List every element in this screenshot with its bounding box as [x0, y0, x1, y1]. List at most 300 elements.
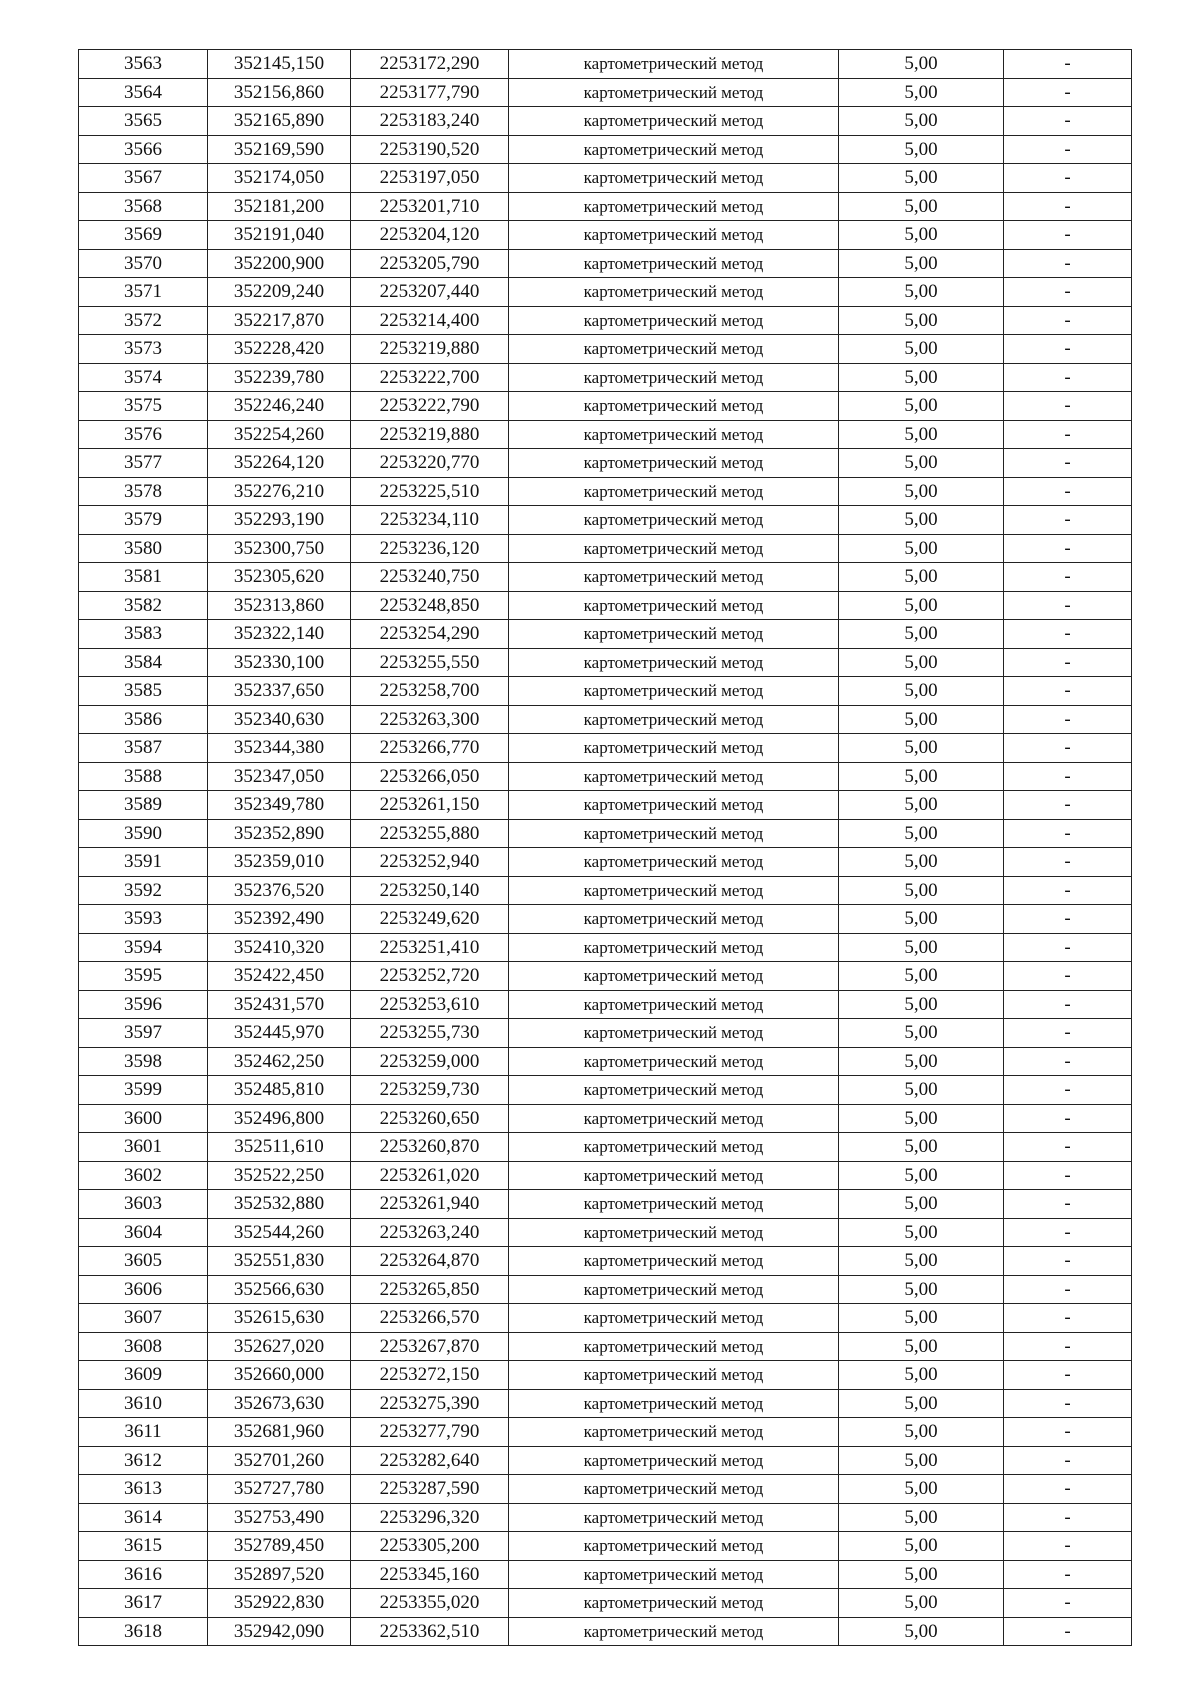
method-cell: картометрический метод	[509, 762, 839, 791]
y-coordinate-cell: 2253345,160	[351, 1560, 509, 1589]
point-number-cell: 3610	[79, 1389, 208, 1418]
point-number-cell: 3592	[79, 876, 208, 905]
x-coordinate-cell: 352228,420	[208, 335, 351, 364]
x-coordinate-cell: 352544,260	[208, 1218, 351, 1247]
dash-cell: -	[1004, 1532, 1132, 1561]
point-number-cell: 3600	[79, 1104, 208, 1133]
x-coordinate-cell: 352200,900	[208, 249, 351, 278]
y-coordinate-cell: 2253190,520	[351, 135, 509, 164]
method-cell: картометрический метод	[509, 50, 839, 79]
table-row	[79, 563, 1132, 592]
accuracy-cell: 5,00	[839, 990, 1004, 1019]
point-number-cell: 3598	[79, 1047, 208, 1076]
dash-cell: -	[1004, 677, 1132, 706]
y-coordinate-cell: 2253219,880	[351, 420, 509, 449]
point-number-cell: 3615	[79, 1532, 208, 1561]
x-coordinate-cell: 352169,590	[208, 135, 351, 164]
method-cell: картометрический метод	[509, 249, 839, 278]
y-coordinate-cell: 2253305,200	[351, 1532, 509, 1561]
x-coordinate-cell: 352349,780	[208, 791, 351, 820]
y-coordinate-cell: 2253177,790	[351, 78, 509, 107]
table-row	[79, 933, 1132, 962]
dash-cell: -	[1004, 819, 1132, 848]
table-row	[79, 534, 1132, 563]
accuracy-cell: 5,00	[839, 221, 1004, 250]
dash-cell: -	[1004, 620, 1132, 649]
y-coordinate-cell: 2253197,050	[351, 164, 509, 193]
dash-cell: -	[1004, 933, 1132, 962]
method-cell: картометрический метод	[509, 990, 839, 1019]
table-row	[79, 249, 1132, 278]
y-coordinate-cell: 2253249,620	[351, 905, 509, 934]
method-cell: картометрический метод	[509, 420, 839, 449]
x-coordinate-cell: 352422,450	[208, 962, 351, 991]
table-row	[79, 791, 1132, 820]
table-row	[79, 1503, 1132, 1532]
x-coordinate-cell: 352660,000	[208, 1361, 351, 1390]
x-coordinate-cell: 352254,260	[208, 420, 351, 449]
dash-cell: -	[1004, 249, 1132, 278]
table-row	[79, 648, 1132, 677]
table-row	[79, 962, 1132, 991]
point-number-cell: 3606	[79, 1275, 208, 1304]
table-row	[79, 506, 1132, 535]
x-coordinate-cell: 352145,150	[208, 50, 351, 79]
table-row	[79, 1589, 1132, 1618]
x-coordinate-cell: 352209,240	[208, 278, 351, 307]
point-number-cell: 3569	[79, 221, 208, 250]
x-coordinate-cell: 352753,490	[208, 1503, 351, 1532]
table-row	[79, 1104, 1132, 1133]
x-coordinate-cell: 352174,050	[208, 164, 351, 193]
dash-cell: -	[1004, 648, 1132, 677]
accuracy-cell: 5,00	[839, 762, 1004, 791]
x-coordinate-cell: 352522,250	[208, 1161, 351, 1190]
point-number-cell: 3609	[79, 1361, 208, 1390]
method-cell: картометрический метод	[509, 1361, 839, 1390]
table-row	[79, 990, 1132, 1019]
y-coordinate-cell: 2253287,590	[351, 1475, 509, 1504]
y-coordinate-cell: 2253272,150	[351, 1361, 509, 1390]
accuracy-cell: 5,00	[839, 620, 1004, 649]
method-cell: картометрический метод	[509, 1503, 839, 1532]
y-coordinate-cell: 2253266,770	[351, 734, 509, 763]
dash-cell: -	[1004, 563, 1132, 592]
point-number-cell: 3608	[79, 1332, 208, 1361]
dash-cell: -	[1004, 734, 1132, 763]
point-number-cell: 3586	[79, 705, 208, 734]
point-number-cell: 3603	[79, 1190, 208, 1219]
x-coordinate-cell: 352246,240	[208, 392, 351, 421]
y-coordinate-cell: 2253282,640	[351, 1446, 509, 1475]
dash-cell: -	[1004, 1247, 1132, 1276]
accuracy-cell: 5,00	[839, 164, 1004, 193]
y-coordinate-cell: 2253264,870	[351, 1247, 509, 1276]
method-cell: картометрический метод	[509, 933, 839, 962]
point-number-cell: 3583	[79, 620, 208, 649]
y-coordinate-cell: 2253259,000	[351, 1047, 509, 1076]
y-coordinate-cell: 2253234,110	[351, 506, 509, 535]
table-row	[79, 449, 1132, 478]
dash-cell: -	[1004, 164, 1132, 193]
method-cell: картометрический метод	[509, 876, 839, 905]
dash-cell: -	[1004, 1047, 1132, 1076]
y-coordinate-cell: 2253222,700	[351, 363, 509, 392]
table-row	[79, 734, 1132, 763]
y-coordinate-cell: 2253267,870	[351, 1332, 509, 1361]
point-number-cell: 3566	[79, 135, 208, 164]
y-coordinate-cell: 2253260,870	[351, 1133, 509, 1162]
point-number-cell: 3567	[79, 164, 208, 193]
x-coordinate-cell: 352673,630	[208, 1389, 351, 1418]
dash-cell: -	[1004, 1332, 1132, 1361]
accuracy-cell: 5,00	[839, 1389, 1004, 1418]
table-row	[79, 1389, 1132, 1418]
point-number-cell: 3595	[79, 962, 208, 991]
y-coordinate-cell: 2253263,300	[351, 705, 509, 734]
accuracy-cell: 5,00	[839, 449, 1004, 478]
accuracy-cell: 5,00	[839, 363, 1004, 392]
method-cell: картометрический метод	[509, 563, 839, 592]
accuracy-cell: 5,00	[839, 734, 1004, 763]
accuracy-cell: 5,00	[839, 876, 1004, 905]
dash-cell: -	[1004, 1418, 1132, 1447]
method-cell: картометрический метод	[509, 1019, 839, 1048]
method-cell: картометрический метод	[509, 1589, 839, 1618]
dash-cell: -	[1004, 363, 1132, 392]
accuracy-cell: 5,00	[839, 1446, 1004, 1475]
x-coordinate-cell: 352445,970	[208, 1019, 351, 1048]
dash-cell: -	[1004, 78, 1132, 107]
point-number-cell: 3572	[79, 306, 208, 335]
accuracy-cell: 5,00	[839, 506, 1004, 535]
point-number-cell: 3565	[79, 107, 208, 136]
y-coordinate-cell: 2253252,720	[351, 962, 509, 991]
accuracy-cell: 5,00	[839, 107, 1004, 136]
x-coordinate-cell: 352181,200	[208, 192, 351, 221]
method-cell: картометрический метод	[509, 1247, 839, 1276]
method-cell: картометрический метод	[509, 819, 839, 848]
x-coordinate-cell: 352217,870	[208, 306, 351, 335]
x-coordinate-cell: 352313,860	[208, 591, 351, 620]
table-row	[79, 677, 1132, 706]
accuracy-cell: 5,00	[839, 1133, 1004, 1162]
dash-cell: -	[1004, 1076, 1132, 1105]
method-cell: картометрический метод	[509, 962, 839, 991]
table-row	[79, 1475, 1132, 1504]
y-coordinate-cell: 2253362,510	[351, 1617, 509, 1646]
table-row	[79, 620, 1132, 649]
point-number-cell: 3589	[79, 791, 208, 820]
y-coordinate-cell: 2253220,770	[351, 449, 509, 478]
y-coordinate-cell: 2253252,940	[351, 848, 509, 877]
y-coordinate-cell: 2253222,790	[351, 392, 509, 421]
dash-cell: -	[1004, 1617, 1132, 1646]
y-coordinate-cell: 2253225,510	[351, 477, 509, 506]
x-coordinate-cell: 352897,520	[208, 1560, 351, 1589]
method-cell: картометрический метод	[509, 1047, 839, 1076]
dash-cell: -	[1004, 135, 1132, 164]
x-coordinate-cell: 352337,650	[208, 677, 351, 706]
dash-cell: -	[1004, 1475, 1132, 1504]
x-coordinate-cell: 352566,630	[208, 1275, 351, 1304]
point-number-cell: 3599	[79, 1076, 208, 1105]
method-cell: картометрический метод	[509, 791, 839, 820]
table-row	[79, 192, 1132, 221]
accuracy-cell: 5,00	[839, 192, 1004, 221]
accuracy-cell: 5,00	[839, 1617, 1004, 1646]
dash-cell: -	[1004, 1589, 1132, 1618]
accuracy-cell: 5,00	[839, 1560, 1004, 1589]
table-row	[79, 1161, 1132, 1190]
accuracy-cell: 5,00	[839, 335, 1004, 364]
method-cell: картометрический метод	[509, 1076, 839, 1105]
table-row	[79, 905, 1132, 934]
method-cell: картометрический метод	[509, 648, 839, 677]
y-coordinate-cell: 2253261,940	[351, 1190, 509, 1219]
method-cell: картометрический метод	[509, 449, 839, 478]
method-cell: картометрический метод	[509, 506, 839, 535]
table-row	[79, 107, 1132, 136]
method-cell: картометрический метод	[509, 1418, 839, 1447]
dash-cell: -	[1004, 591, 1132, 620]
point-number-cell: 3590	[79, 819, 208, 848]
x-coordinate-cell: 352276,210	[208, 477, 351, 506]
table-row	[79, 221, 1132, 250]
table-row	[79, 1418, 1132, 1447]
point-number-cell: 3570	[79, 249, 208, 278]
x-coordinate-cell: 352392,490	[208, 905, 351, 934]
accuracy-cell: 5,00	[839, 962, 1004, 991]
dash-cell: -	[1004, 449, 1132, 478]
y-coordinate-cell: 2253219,880	[351, 335, 509, 364]
dash-cell: -	[1004, 1190, 1132, 1219]
x-coordinate-cell: 352485,810	[208, 1076, 351, 1105]
point-number-cell: 3563	[79, 50, 208, 79]
accuracy-cell: 5,00	[839, 1361, 1004, 1390]
x-coordinate-cell: 352376,520	[208, 876, 351, 905]
y-coordinate-cell: 2253266,570	[351, 1304, 509, 1333]
dash-cell: -	[1004, 506, 1132, 535]
x-coordinate-cell: 352340,630	[208, 705, 351, 734]
table-row	[79, 335, 1132, 364]
dash-cell: -	[1004, 1503, 1132, 1532]
x-coordinate-cell: 352344,380	[208, 734, 351, 763]
method-cell: картометрический метод	[509, 1560, 839, 1589]
accuracy-cell: 5,00	[839, 791, 1004, 820]
dash-cell: -	[1004, 534, 1132, 563]
y-coordinate-cell: 2253259,730	[351, 1076, 509, 1105]
accuracy-cell: 5,00	[839, 278, 1004, 307]
table-row	[79, 1446, 1132, 1475]
y-coordinate-cell: 2253277,790	[351, 1418, 509, 1447]
dash-cell: -	[1004, 705, 1132, 734]
point-number-cell: 3584	[79, 648, 208, 677]
accuracy-cell: 5,00	[839, 848, 1004, 877]
dash-cell: -	[1004, 1361, 1132, 1390]
y-coordinate-cell: 2253296,320	[351, 1503, 509, 1532]
method-cell: картометрический метод	[509, 734, 839, 763]
point-number-cell: 3574	[79, 363, 208, 392]
point-number-cell: 3568	[79, 192, 208, 221]
x-coordinate-cell: 352681,960	[208, 1418, 351, 1447]
table-row	[79, 705, 1132, 734]
accuracy-cell: 5,00	[839, 1161, 1004, 1190]
x-coordinate-cell: 352727,780	[208, 1475, 351, 1504]
table-row	[79, 306, 1132, 335]
table-row	[79, 848, 1132, 877]
table-row	[79, 762, 1132, 791]
accuracy-cell: 5,00	[839, 1275, 1004, 1304]
table-row	[79, 1047, 1132, 1076]
y-coordinate-cell: 2253205,790	[351, 249, 509, 278]
dash-cell: -	[1004, 221, 1132, 250]
table-row	[79, 135, 1132, 164]
dash-cell: -	[1004, 876, 1132, 905]
method-cell: картометрический метод	[509, 164, 839, 193]
accuracy-cell: 5,00	[839, 705, 1004, 734]
method-cell: картометрический метод	[509, 1446, 839, 1475]
dash-cell: -	[1004, 1389, 1132, 1418]
x-coordinate-cell: 352922,830	[208, 1589, 351, 1618]
x-coordinate-cell: 352410,320	[208, 933, 351, 962]
x-coordinate-cell: 352191,040	[208, 221, 351, 250]
method-cell: картометрический метод	[509, 278, 839, 307]
accuracy-cell: 5,00	[839, 78, 1004, 107]
accuracy-cell: 5,00	[839, 420, 1004, 449]
accuracy-cell: 5,00	[839, 1503, 1004, 1532]
point-number-cell: 3588	[79, 762, 208, 791]
table-row	[79, 591, 1132, 620]
point-number-cell: 3593	[79, 905, 208, 934]
method-cell: картометрический метод	[509, 135, 839, 164]
point-number-cell: 3614	[79, 1503, 208, 1532]
y-coordinate-cell: 2253201,710	[351, 192, 509, 221]
dash-cell: -	[1004, 791, 1132, 820]
accuracy-cell: 5,00	[839, 905, 1004, 934]
dash-cell: -	[1004, 848, 1132, 877]
x-coordinate-cell: 352532,880	[208, 1190, 351, 1219]
dash-cell: -	[1004, 1104, 1132, 1133]
x-coordinate-cell: 352293,190	[208, 506, 351, 535]
dash-cell: -	[1004, 335, 1132, 364]
point-number-cell: 3596	[79, 990, 208, 1019]
dash-cell: -	[1004, 990, 1132, 1019]
accuracy-cell: 5,00	[839, 591, 1004, 620]
accuracy-cell: 5,00	[839, 1076, 1004, 1105]
method-cell: картометрический метод	[509, 1304, 839, 1333]
table-row	[79, 78, 1132, 107]
point-number-cell: 3581	[79, 563, 208, 592]
method-cell: картометрический метод	[509, 848, 839, 877]
x-coordinate-cell: 352156,860	[208, 78, 351, 107]
dash-cell: -	[1004, 107, 1132, 136]
x-coordinate-cell: 352496,800	[208, 1104, 351, 1133]
method-cell: картометрический метод	[509, 1104, 839, 1133]
coordinates-table-body	[79, 50, 1132, 1646]
point-number-cell: 3564	[79, 78, 208, 107]
x-coordinate-cell: 352701,260	[208, 1446, 351, 1475]
point-number-cell: 3591	[79, 848, 208, 877]
x-coordinate-cell: 352627,020	[208, 1332, 351, 1361]
y-coordinate-cell: 2253183,240	[351, 107, 509, 136]
y-coordinate-cell: 2253265,850	[351, 1275, 509, 1304]
method-cell: картометрический метод	[509, 306, 839, 335]
point-number-cell: 3597	[79, 1019, 208, 1048]
table-row	[79, 164, 1132, 193]
y-coordinate-cell: 2253258,700	[351, 677, 509, 706]
accuracy-cell: 5,00	[839, 1589, 1004, 1618]
y-coordinate-cell: 2253253,610	[351, 990, 509, 1019]
method-cell: картометрический метод	[509, 1475, 839, 1504]
x-coordinate-cell: 352431,570	[208, 990, 351, 1019]
y-coordinate-cell: 2253255,550	[351, 648, 509, 677]
point-number-cell: 3616	[79, 1560, 208, 1589]
x-coordinate-cell: 352789,450	[208, 1532, 351, 1561]
y-coordinate-cell: 2253261,150	[351, 791, 509, 820]
point-number-cell: 3580	[79, 534, 208, 563]
dash-cell: -	[1004, 420, 1132, 449]
table-row	[79, 1560, 1132, 1589]
table-row	[79, 392, 1132, 421]
accuracy-cell: 5,00	[839, 1332, 1004, 1361]
point-number-cell: 3582	[79, 591, 208, 620]
accuracy-cell: 5,00	[839, 1475, 1004, 1504]
point-number-cell: 3573	[79, 335, 208, 364]
point-number-cell: 3612	[79, 1446, 208, 1475]
x-coordinate-cell: 352165,890	[208, 107, 351, 136]
dash-cell: -	[1004, 1161, 1132, 1190]
table-row	[79, 1617, 1132, 1646]
y-coordinate-cell: 2253261,020	[351, 1161, 509, 1190]
point-number-cell: 3579	[79, 506, 208, 535]
x-coordinate-cell: 352305,620	[208, 563, 351, 592]
x-coordinate-cell: 352322,140	[208, 620, 351, 649]
table-row	[79, 1304, 1132, 1333]
x-coordinate-cell: 352462,250	[208, 1047, 351, 1076]
accuracy-cell: 5,00	[839, 392, 1004, 421]
y-coordinate-cell: 2253254,290	[351, 620, 509, 649]
dash-cell: -	[1004, 1019, 1132, 1048]
table-row	[79, 1133, 1132, 1162]
dash-cell: -	[1004, 306, 1132, 335]
dash-cell: -	[1004, 278, 1132, 307]
accuracy-cell: 5,00	[839, 933, 1004, 962]
table-row	[79, 1190, 1132, 1219]
point-number-cell: 3618	[79, 1617, 208, 1646]
dash-cell: -	[1004, 762, 1132, 791]
point-number-cell: 3613	[79, 1475, 208, 1504]
dash-cell: -	[1004, 905, 1132, 934]
dash-cell: -	[1004, 1133, 1132, 1162]
table-row	[79, 1532, 1132, 1561]
point-number-cell: 3587	[79, 734, 208, 763]
method-cell: картометрический метод	[509, 1389, 839, 1418]
point-number-cell: 3611	[79, 1418, 208, 1447]
dash-cell: -	[1004, 962, 1132, 991]
table-row	[79, 420, 1132, 449]
method-cell: картометрический метод	[509, 1190, 839, 1219]
method-cell: картометрический метод	[509, 591, 839, 620]
point-number-cell: 3585	[79, 677, 208, 706]
dash-cell: -	[1004, 1304, 1132, 1333]
dash-cell: -	[1004, 477, 1132, 506]
method-cell: картометрический метод	[509, 477, 839, 506]
accuracy-cell: 5,00	[839, 1418, 1004, 1447]
x-coordinate-cell: 352239,780	[208, 363, 351, 392]
table-row	[79, 1218, 1132, 1247]
table-row	[79, 876, 1132, 905]
